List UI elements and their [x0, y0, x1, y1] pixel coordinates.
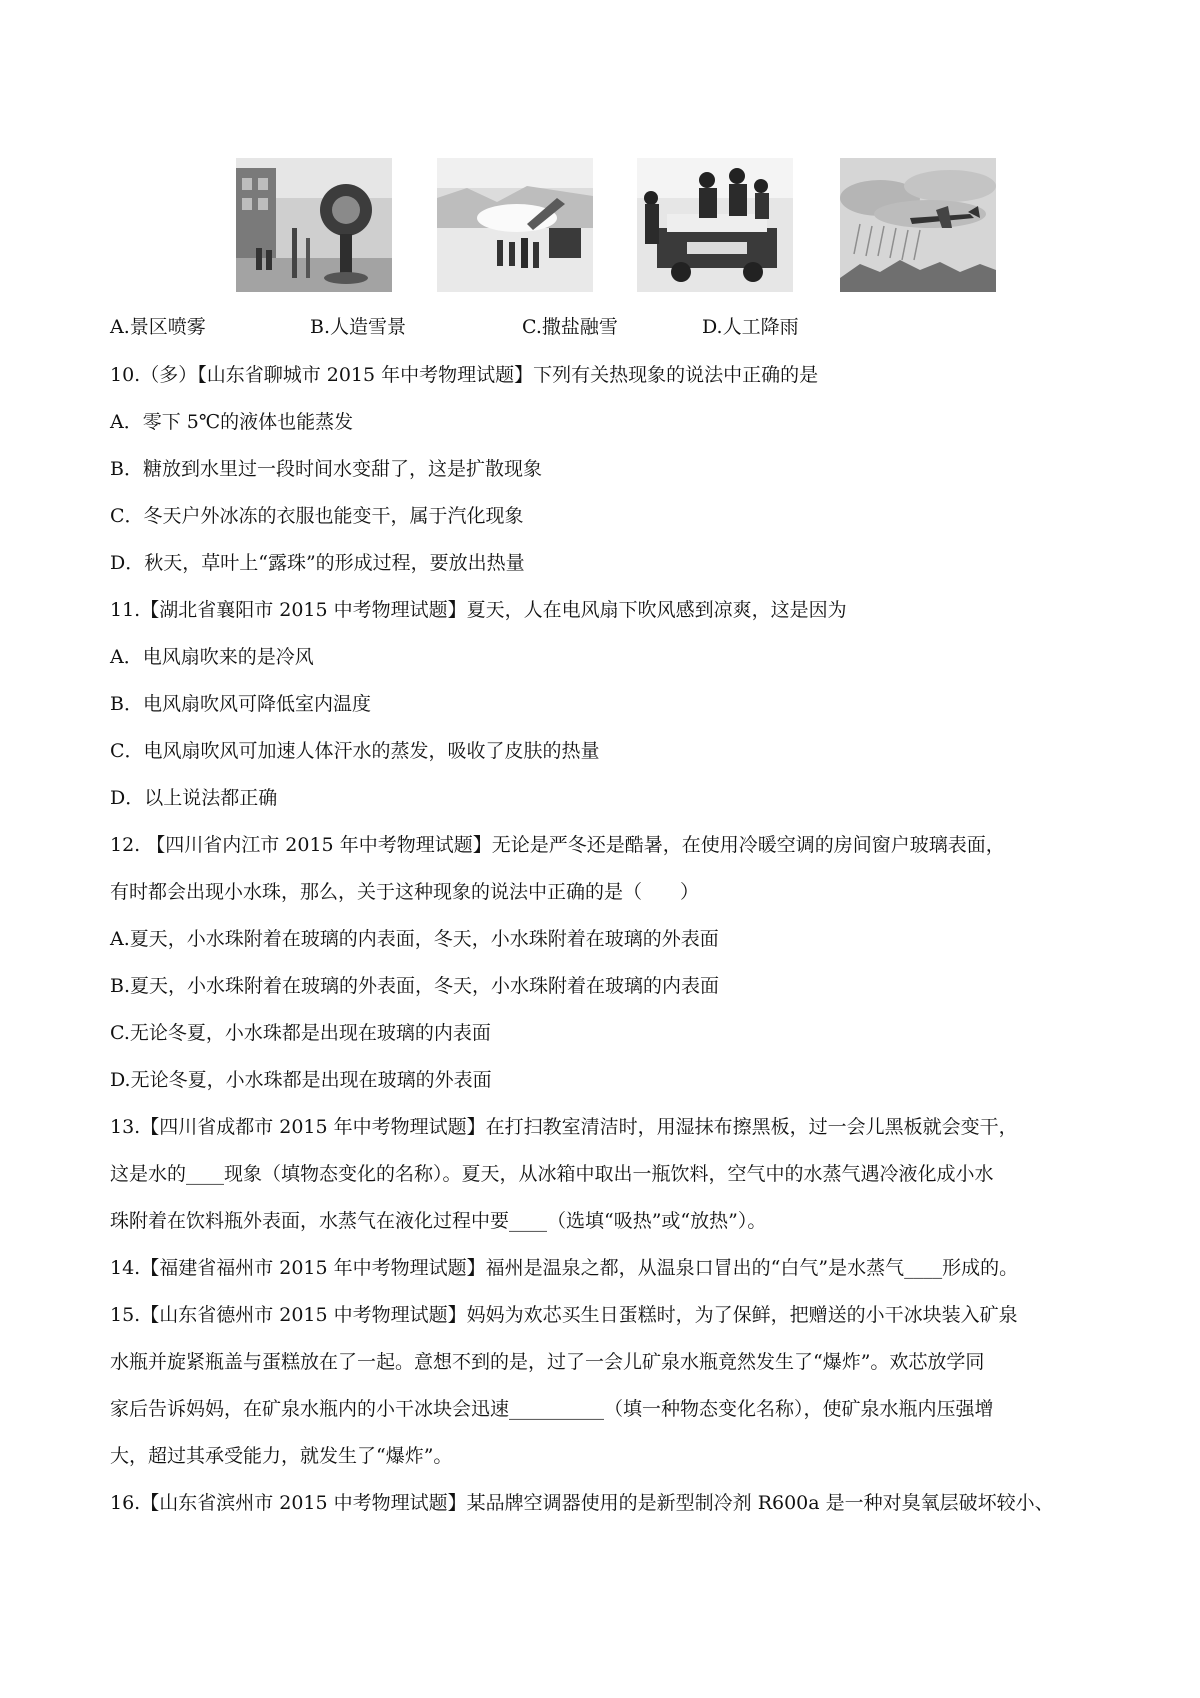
q15-line-4: 大，超过其承受能力，就发生了“爆炸”。 — [110, 1445, 453, 1467]
artificial-rain-photo — [840, 158, 996, 292]
q11-option-a: A．电风扇吹来的是冷风 — [110, 646, 314, 668]
q11-stem: 11.【湖北省襄阳市 2015 中考物理试题】夏天，人在电风扇下吹风感到凉爽，这是因为 — [110, 599, 847, 621]
q10-option-b: B．糖放到水里过一段时间水变甜了，这是扩散现象 — [110, 458, 542, 480]
q9-captions — [110, 310, 1110, 344]
q14-line-1: 14.【福建省福州市 2015 年中考物理试题】福州是温泉之都，从温泉口冒出的“白气”是水蒸气____形成的。 — [110, 1257, 1019, 1279]
q10-stem: 10.（多）【山东省聊城市 2015 年中考物理试题】下列有关热现象的说法中正确的是 — [110, 364, 819, 386]
q10-option-d: D．秋天，草叶上“露珠”的形成过程，要放出热量 — [110, 552, 525, 574]
q10-option-c: C．冬天户外冰冻的衣服也能变干，属于汽化现象 — [110, 505, 524, 527]
q9-caption-d: D.人工降雨 — [702, 316, 799, 338]
q12-option-b: B.夏天，小水珠附着在玻璃的外表面，冬天，小水珠附着在玻璃的内表面 — [110, 975, 720, 997]
q13-line-2: 这是水的____现象（填物态变化的名称）。夏天，从冰箱中取出一瓶饮料，空气中的水蒸气遇冷液化成小水 — [110, 1163, 994, 1185]
scenic-spray-photo — [236, 158, 392, 292]
q13-line-1: 13.【四川省成都市 2015 年中考物理试题】在打扫教室清洁时，用湿抹布擦黑板，过一会儿黑板就会变干， — [110, 1116, 1018, 1138]
q12-stem-line-2: 有时都会出现小水珠，那么，关于这种现象的说法中正确的是（ ） — [110, 881, 700, 903]
artificial-snow-photo — [437, 158, 593, 292]
q9-image-row — [236, 158, 996, 296]
q15-line-1: 15.【山东省德州市 2015 中考物理试题】妈妈为欢芯买生日蛋糕时，为了保鲜，把赠送的小干冰块装入矿泉 — [110, 1304, 1018, 1326]
q11-option-d: D．以上说法都正确 — [110, 787, 278, 809]
q10-option-a: A．零下 5℃的液体也能蒸发 — [110, 411, 354, 433]
salt-melting-snow-photo — [637, 158, 793, 292]
q16-line-1: 16.【山东省滨州市 2015 中考物理试题】某品牌空调器使用的是新型制冷剂 R600a 是一种对臭氧层破坏较小、 — [110, 1492, 1054, 1514]
q15-line-3: 家后告诉妈妈，在矿泉水瓶内的小干冰块会迅速__________（填一种物态变化名称），使矿泉水瓶内压强增 — [110, 1398, 994, 1420]
q11-option-c: C．电风扇吹风可加速人体汗水的蒸发，吸收了皮肤的热量 — [110, 740, 600, 762]
q9-caption-b: B.人造雪景 — [310, 316, 407, 338]
q13-line-3: 珠附着在饮料瓶外表面，水蒸气在液化过程中要____（选填“吸热”或“放热”）。 — [110, 1210, 767, 1232]
q9-caption-a: A.景区喷雾 — [110, 316, 206, 338]
q12-stem-line-1: 12. 【四川省内江市 2015 年中考物理试题】无论是严冬还是酷暑，在使用冷暖空调的房间窗户玻璃表面， — [110, 834, 1005, 856]
q12-option-a: A.夏天，小水珠附着在玻璃的内表面，冬天，小水珠附着在玻璃的外表面 — [110, 928, 719, 950]
q12-option-c: C.无论冬夏，小水珠都是出现在玻璃的内表面 — [110, 1022, 491, 1044]
q15-line-2: 水瓶并旋紧瓶盖与蛋糕放在了一起。意想不到的是，过了一会儿矿泉水瓶竟然发生了“爆炸”。欢芯放学同 — [110, 1351, 985, 1373]
q11-option-b: B．电风扇吹风可降低室内温度 — [110, 693, 371, 715]
q12-option-d: D.无论冬夏，小水珠都是出现在玻璃的外表面 — [110, 1069, 492, 1091]
q9-caption-c: C.撒盐融雪 — [522, 316, 618, 338]
